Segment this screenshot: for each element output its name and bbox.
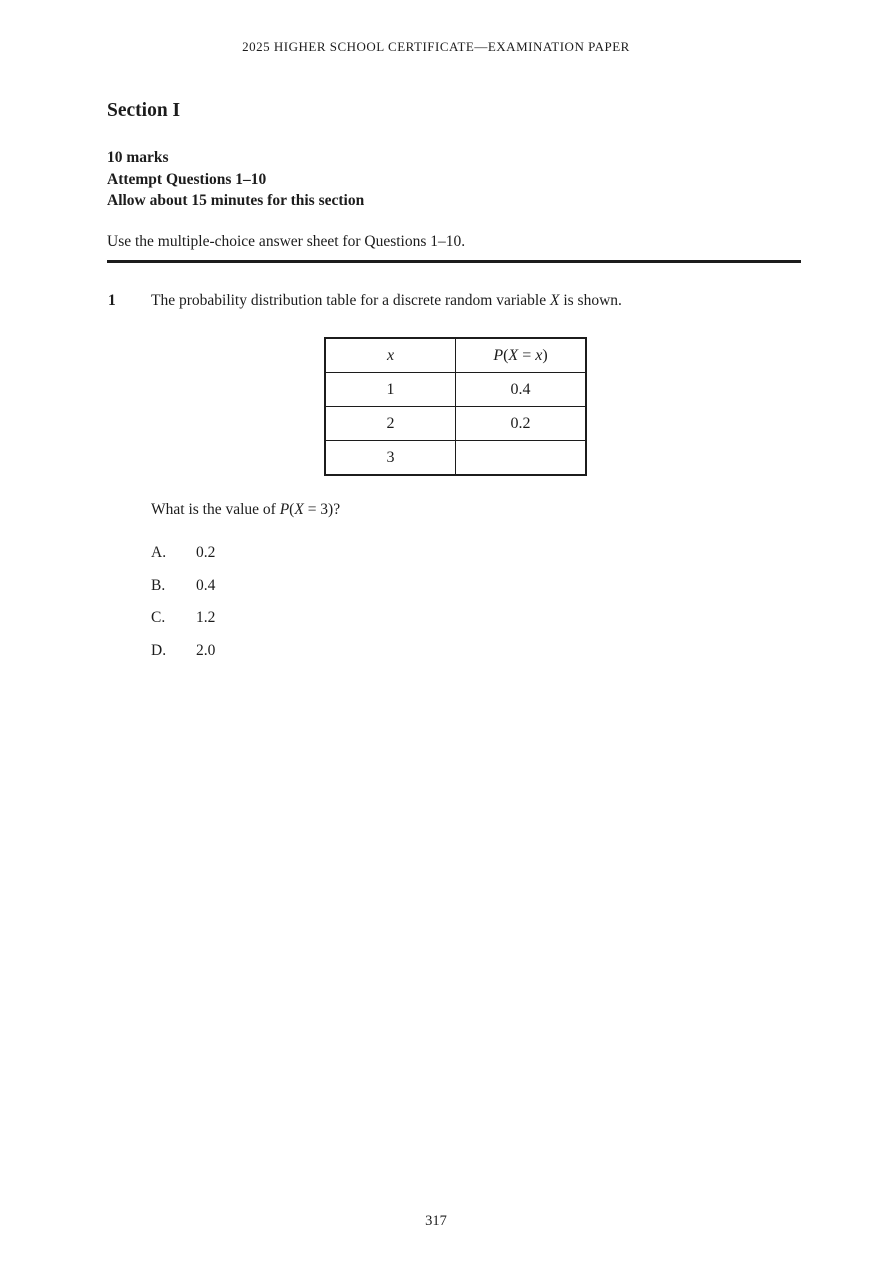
option-value-a: 0.2 <box>196 544 216 561</box>
table-row <box>325 373 586 407</box>
section-divider-rule <box>107 260 801 263</box>
instruction-line: Use the multiple-choice answer sheet for Questions 1–10. <box>107 233 466 250</box>
header-small-x: x <box>535 346 543 364</box>
stem-text-after: is shown. <box>559 292 622 309</box>
option-value-b: 0.4 <box>196 576 216 594</box>
header-close-paren: ) <box>542 346 548 364</box>
attempt-line: Attempt Questions 1–10 <box>107 170 267 188</box>
option-value-d: 2.0 <box>196 641 216 659</box>
answer-options <box>151 544 215 674</box>
header-p: P <box>493 346 504 364</box>
option-row-c <box>151 609 215 642</box>
prompt-p: P <box>279 501 290 518</box>
page-number: 317 <box>425 1213 447 1229</box>
question-number: 1 <box>108 292 116 309</box>
header-equals: = <box>518 346 536 364</box>
cell-x-1: 1 <box>325 373 456 407</box>
table-header-row <box>325 338 586 373</box>
allow-line: Allow about 15 minutes for this section <box>107 192 365 209</box>
option-letter-b: B. <box>151 576 166 594</box>
option-letter-d: D. <box>151 641 167 659</box>
section-marks-block <box>107 147 364 212</box>
table-row <box>325 407 586 441</box>
cell-x-3: 3 <box>325 441 456 476</box>
option-letter-c: C. <box>151 609 166 626</box>
prompt-rest: = 3)? <box>303 501 341 518</box>
cell-x-2: 2 <box>325 407 456 441</box>
option-row-d <box>151 642 215 675</box>
prompt-text: What is the value of <box>151 501 280 518</box>
header-big-x: X <box>508 346 519 364</box>
option-row-a <box>151 544 215 577</box>
prompt-open-paren: ( <box>289 501 295 518</box>
header-cell-x <box>325 338 456 373</box>
running-header: 2025 HIGHER SCHOOL CERTIFICATE—EXAMINATION PAPER <box>242 39 630 54</box>
option-row-b <box>151 577 215 610</box>
probability-distribution-table <box>324 337 587 476</box>
cell-p-1: 0.4 <box>456 373 587 407</box>
option-value-c: 1.2 <box>196 609 216 626</box>
prompt-x: X <box>294 501 304 518</box>
stem-text-before: The probability distribution table for a discrete random variable <box>151 292 550 309</box>
cell-p-3 <box>456 441 587 476</box>
header-x-label: x <box>386 346 395 364</box>
question-prompt <box>151 501 340 519</box>
cell-p-2: 0.2 <box>456 407 587 441</box>
table-row <box>325 441 586 476</box>
question-stem <box>151 292 622 310</box>
section-title: Section I <box>107 100 181 121</box>
header-open-paren: ( <box>503 346 509 364</box>
stem-variable: X <box>550 292 560 309</box>
option-letter-a: A. <box>151 544 167 561</box>
header-cell-p <box>456 338 587 373</box>
marks-line: 10 marks <box>107 149 169 166</box>
